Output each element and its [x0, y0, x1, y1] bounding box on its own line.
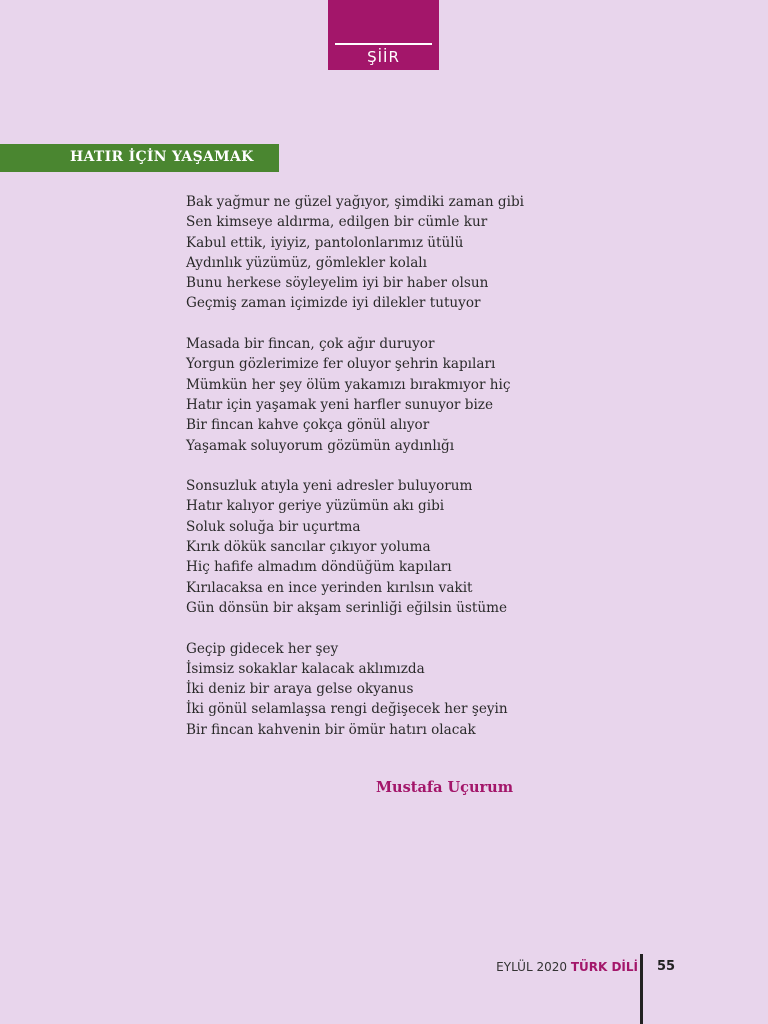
poem-line: Bak yağmur ne güzel yağıyor, şimdiki zaman gibi — [186, 194, 525, 210]
poem-line: Bir fincan kahvenin bir ömür hatırı olacak — [186, 721, 476, 738]
poem-line: Hatır kalıyor geriye yüzümün akı gibi — [186, 498, 445, 515]
stanza-4 — [186, 639, 606, 740]
poem-line: Kırık dökük sancılar çıkıyor yoluma — [186, 539, 431, 556]
section-tab — [328, 0, 439, 70]
poem-line: Sonsuzluk atıyla yeni adresler buluyorum — [186, 478, 473, 495]
footer-issue: EYLÜL 2020 — [496, 960, 567, 974]
footer-divider — [640, 954, 643, 1024]
poem-line: Gün dönsün bir akşam serinliği eğilsin üstüme — [186, 599, 508, 616]
poem-line: Hatır için yaşamak yeni harfler sunuyor bize — [186, 396, 494, 413]
poem-line: Kabul ettik, iyiyiz, pantolonlarımız ütülü — [186, 234, 464, 251]
section-tab-rule — [335, 43, 432, 45]
poem-body — [186, 192, 606, 760]
poem-line: Mümkün her şey ölüm yakamızı bırakmıyor hiç — [186, 376, 511, 393]
stanza-3 — [186, 476, 606, 618]
poem-line: Masada bir fincan, çok ağır duruyor — [186, 336, 435, 353]
footer-magazine: TÜRK DİLİ — [570, 960, 638, 974]
poem-line: Hiç hafife almadım döndüğüm kapıları — [186, 559, 452, 576]
page-number: 55 — [657, 959, 676, 974]
poem-line: Bir fincan kahve çokça gönül alıyor — [186, 417, 430, 434]
poem-line: İki gönül selamlaşsa rengi değişecek her şeyin — [186, 701, 508, 718]
poem-line: İsimsiz sokaklar kalacak aklımızda — [186, 660, 425, 677]
poem-title-bar — [0, 144, 279, 172]
poem-line: Geçmiş zaman içimizde iyi dilekler tutuyor — [186, 295, 481, 312]
stanza-1 — [186, 192, 606, 314]
poem-line: Geçip gidecek her şey — [186, 640, 339, 657]
poem-author: Mustafa Uçurum — [376, 779, 514, 796]
poem-line: Kırılacaksa en ince yerinden kırılsın vakit — [186, 579, 473, 596]
poem-line: İki deniz bir araya gelse okyanus — [186, 681, 414, 698]
page-footer — [496, 960, 638, 974]
poem-line: Yaşamak soluyorum gözümün aydınlığı — [186, 437, 455, 454]
poem-line: Aydınlık yüzümüz, gömlekler kolalı — [186, 254, 427, 271]
poem-line: Soluk soluğa bir uçurtma — [186, 518, 361, 535]
poem-line: Bunu herkese söyleyelim iyi bir haber olsun — [186, 275, 489, 292]
poem-title: HATIR İÇİN YAŞAMAK — [70, 149, 254, 165]
poem-line: Sen kimseye aldırma, edilgen bir cümle kur — [186, 214, 488, 231]
poem-line: Yorgun gözlerimize fer oluyor şehrin kapıları — [186, 356, 496, 373]
stanza-2 — [186, 334, 606, 456]
section-label: ŞİİR — [367, 48, 400, 66]
